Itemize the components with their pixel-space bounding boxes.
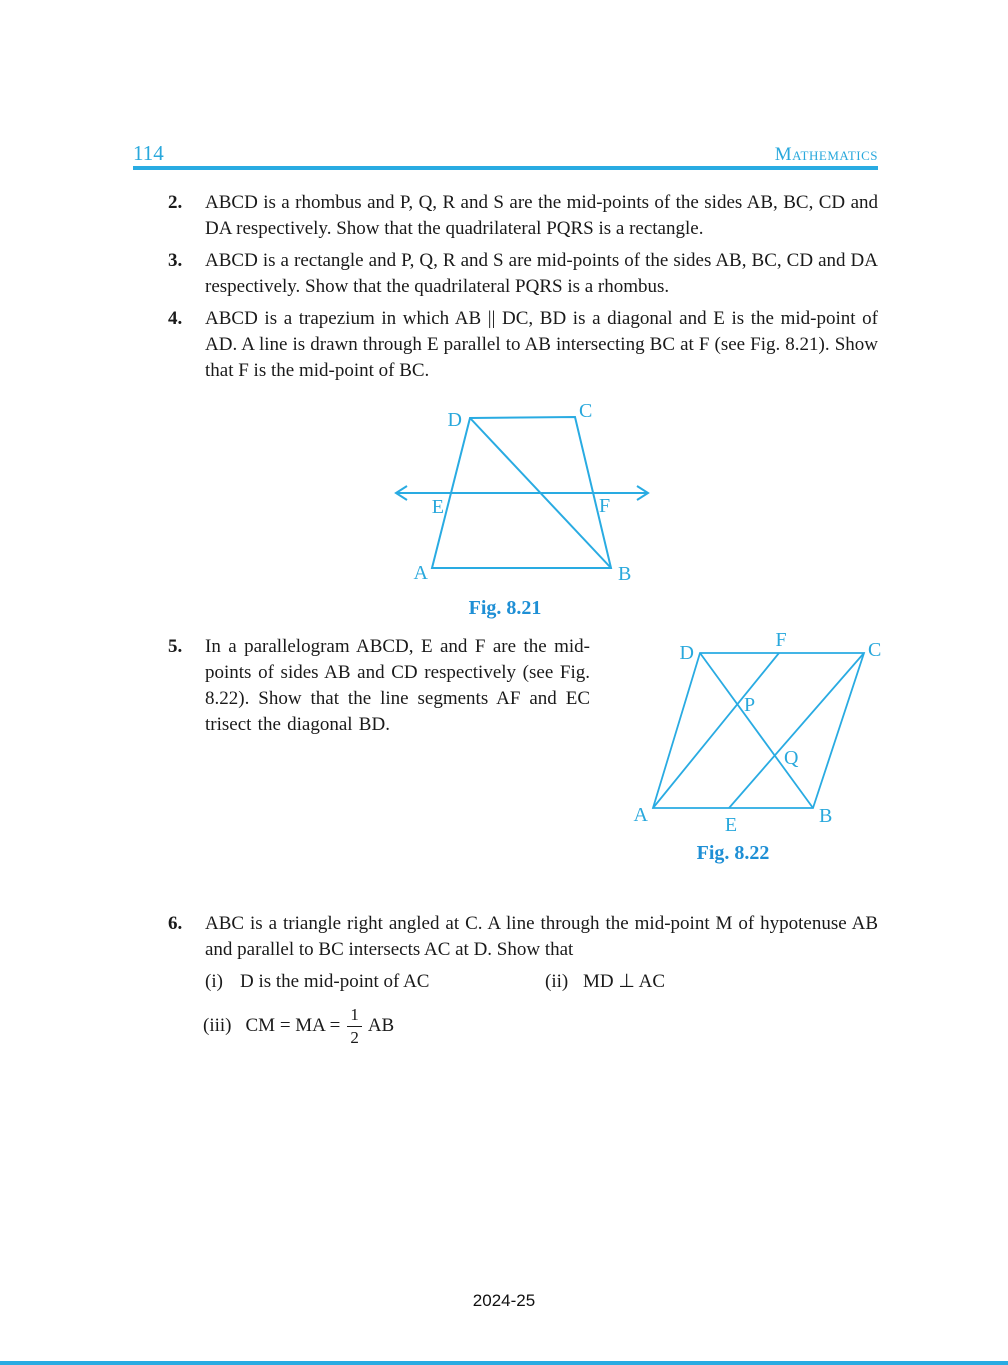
- problem-5: [168, 634, 590, 738]
- problem-4-text: ABCD is a trapezium in which AB || DC, BD is a diagonal and E is the mid-point of AD. A line is drawn through E parallel to AB intersecting BC at F (see Fig. 8.21). Show that F is the mid-point of BC.: [205, 308, 878, 381]
- problem-3-number: 3.: [168, 250, 183, 271]
- fig-8-22-diagram: [630, 625, 895, 837]
- problem-4-number: 4.: [168, 308, 183, 329]
- fraction-numerator: 1: [347, 1005, 362, 1027]
- sub-i-text: D is the mid-point of AC: [240, 971, 430, 992]
- problem-6-sub-iii: [203, 999, 394, 1053]
- problem-3-text: ABCD is a rectangle and P, Q, R and S are mid-points of the sides AB, BC, CD and DA respectively. Show that the quadrilateral PQRS is a rhombus.: [205, 250, 878, 297]
- header-title: Mathematics: [774, 144, 878, 165]
- point-label-p: P: [744, 694, 756, 716]
- bottom-rule: [0, 1361, 1008, 1365]
- vertex-label-b: B: [819, 805, 833, 827]
- problem-2: [168, 190, 878, 242]
- vertex-label-a: A: [413, 562, 428, 584]
- problem-5-text: In a parallelogram ABCD, E and F are the mid-points of sides AB and CD respectively (see Fig. 8.22). Show that the line segments AF and EC trisect the diagonal BD.: [205, 636, 590, 735]
- sub-i-label: (i): [205, 971, 223, 992]
- problem-5-number: 5.: [168, 636, 183, 657]
- sub-iii-post: AB: [367, 1015, 395, 1036]
- sub-iii-pre: CM = MA =: [245, 1015, 341, 1036]
- problem-4: [168, 306, 878, 384]
- point-label-f: F: [599, 495, 611, 517]
- point-label-f: F: [775, 629, 787, 651]
- point-label-e: E: [431, 496, 444, 518]
- vertex-label-d: D: [447, 409, 462, 431]
- problem-3: [168, 248, 878, 300]
- sub-ii-text: MD ⊥ AC: [583, 971, 666, 992]
- header-rule: [133, 166, 878, 170]
- problem-6-sub-i: [205, 969, 429, 995]
- problem-6-text: ABC is a triangle right angled at C. A line through the mid-point M of hypotenuse AB and parallel to BC intersects AC at D. Show that: [205, 913, 878, 960]
- point-label-q: Q: [784, 747, 799, 769]
- fig-8-22-caption: Fig. 8.22: [696, 842, 770, 864]
- problem-2-text: ABCD is a rhombus and P, Q, R and S are the mid-points of the sides AB, BC, CD and DA respectively. Show that the quadrilateral PQRS is a rectangle.: [205, 192, 878, 239]
- vertex-label-b: B: [618, 563, 632, 585]
- fig-8-21-caption: Fig. 8.21: [468, 597, 542, 619]
- footer-edition: 2024-25: [472, 1291, 536, 1310]
- parallelogram-abcd: [653, 653, 864, 808]
- problem-6-number: 6.: [168, 913, 183, 934]
- vertex-label-a: A: [633, 804, 648, 826]
- vertex-label-c: C: [579, 400, 593, 422]
- problem-2-number: 2.: [168, 192, 183, 213]
- vertex-label-c: C: [868, 639, 882, 661]
- vertex-label-d: D: [679, 642, 694, 664]
- fraction-denominator: 2: [350, 1027, 359, 1047]
- problem-6: [168, 911, 878, 963]
- sub-ii-label: (ii): [545, 971, 569, 992]
- fig-8-21-diagram: [385, 395, 660, 595]
- point-label-e: E: [724, 814, 738, 836]
- fraction-one-half: [347, 1005, 362, 1047]
- page-number: 114: [133, 141, 164, 165]
- sub-iii-label: (iii): [203, 1015, 232, 1036]
- problem-6-sub-ii: [545, 969, 665, 995]
